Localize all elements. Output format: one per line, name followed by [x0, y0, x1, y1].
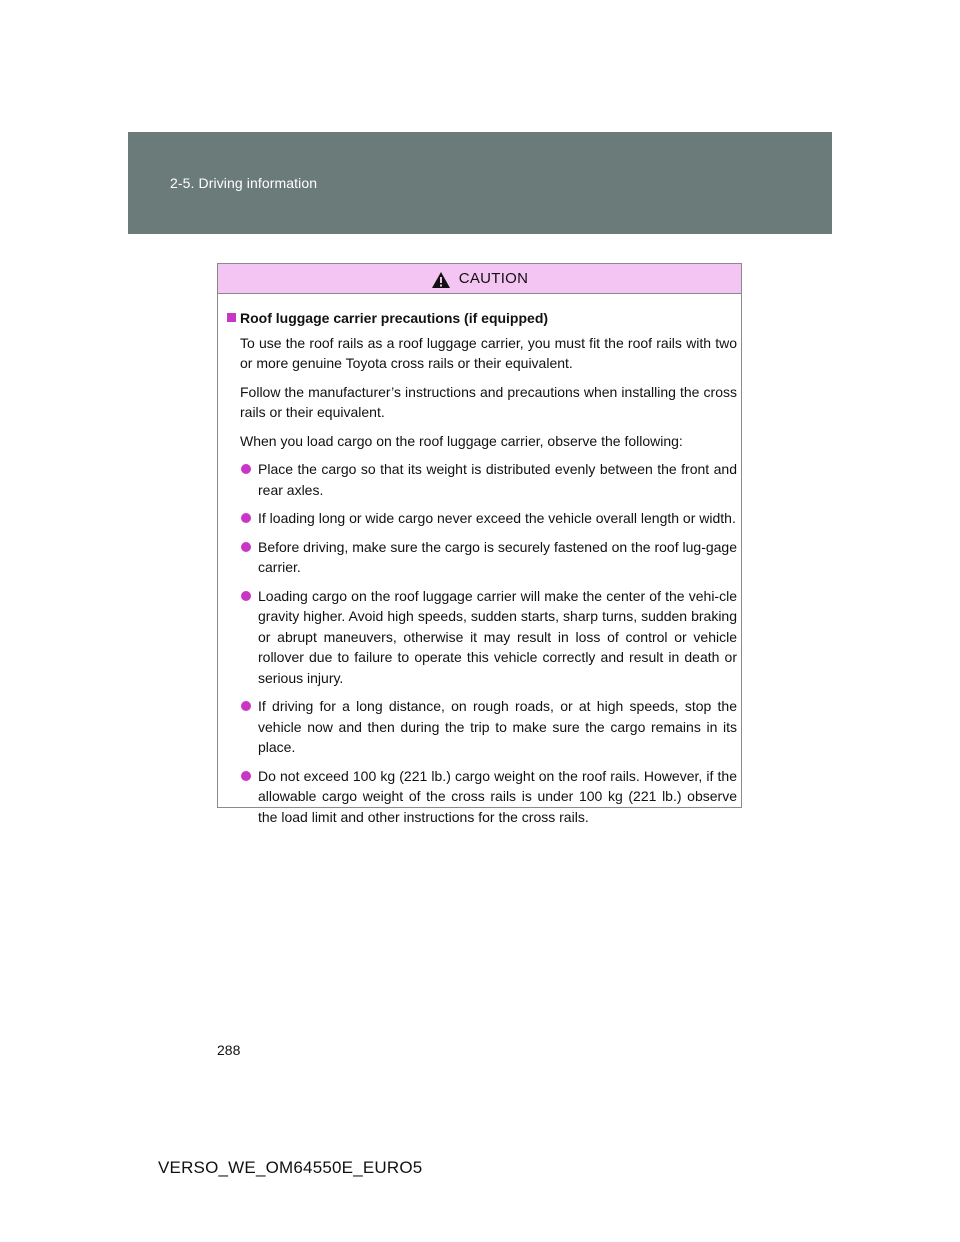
- list-item: [218, 696, 741, 758]
- list-item: [218, 459, 741, 500]
- caution-label: CAUTION: [458, 270, 529, 287]
- dot-bullet-icon: [241, 464, 251, 474]
- dot-bullet-icon: [241, 513, 251, 523]
- caution-paragraph: Follow the manufacturer’s instructions and precautions when installing the cross rails or their equivalent.: [240, 383, 737, 420]
- caution-header: [218, 264, 741, 294]
- caution-box: [217, 263, 742, 825]
- caution-paragraph: To use the roof rails as a roof luggage carrier, you must fit the roof rails with two or more genuine Toyota cross rails or their equivalent.: [240, 334, 737, 371]
- caution-paragraph: When you load cargo on the roof luggage carrier, observe the following:: [240, 432, 683, 449]
- list-item: [218, 537, 741, 578]
- caution-title: [218, 308, 741, 329]
- dot-bullet-icon: [241, 542, 251, 552]
- list-item-text: Place the cargo so that its weight is distributed evenly between the front and rear axles.: [258, 461, 737, 498]
- list-item-text: Loading cargo on the roof luggage carrier will make the center of the vehi-cle gravity higher. Avoid high speeds, sudden starts, sharp turns, sudden braking or abrupt maneuvers, otherwise it may result in loss of control or vehicle rollover due to failure to operate this vehicle correctly and result in death or serious injury.: [258, 587, 737, 686]
- list-item: [218, 766, 741, 828]
- dot-bullet-icon: [241, 591, 251, 601]
- caution-body: [218, 294, 741, 827]
- page-number: 288: [217, 1042, 241, 1058]
- caution-title-text: Roof luggage carrier precautions (if equipped): [240, 310, 549, 326]
- section-header-band: [128, 132, 832, 234]
- list-item: [218, 508, 741, 529]
- section-title: 2-5. Driving information: [170, 175, 318, 191]
- list-item-text: If loading long or wide cargo never exceed the vehicle overall length or width.: [258, 510, 736, 526]
- document-code: VERSO_WE_OM64550E_EURO5: [158, 1158, 423, 1177]
- square-bullet-icon: [227, 313, 236, 322]
- list-item-text: If driving for a long distance, on rough roads, or at high speeds, stop the vehicle now and then during the trip to make sure the cargo remains in its place.: [258, 698, 737, 755]
- list-item-text: Do not exceed 100 kg (221 lb.) cargo weight on the roof rails. However, if the allowable cargo weight of the cross rails is under 100 kg (221 lb.) observe the load limit and other instructions for the cross rails.: [258, 767, 737, 825]
- dot-bullet-icon: [241, 701, 251, 711]
- caution-bullet-list: [218, 459, 741, 827]
- list-item-text: Before driving, make sure the cargo is securely fastened on the roof lug-gage carrier.: [258, 538, 737, 575]
- warning-triangle-icon: [431, 271, 451, 289]
- dot-bullet-icon: [241, 771, 251, 781]
- list-item: [218, 586, 741, 689]
